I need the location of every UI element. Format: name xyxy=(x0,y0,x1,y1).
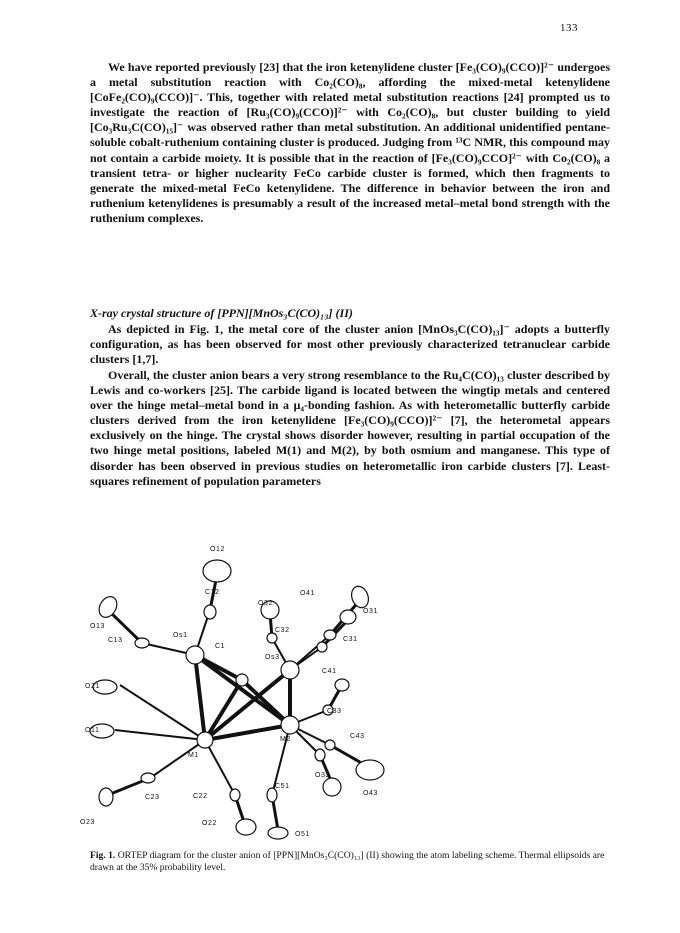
section-title: X-ray crystal structure of [PPN][MnOs₃C(CO)₁₃] (II) xyxy=(90,306,353,320)
caption-text: ORTEP diagram for the cluster anion of [PPN][MnOs₃C(CO)₁₃] (II) showing the atom labeling scheme. Thermal ellipsoids are drawn at the 35% probability level. xyxy=(90,850,605,873)
atom-label: C32 xyxy=(275,627,290,634)
atom-label: Os3 xyxy=(265,654,280,661)
atom-label: O43 xyxy=(363,790,379,797)
atom-label: C33 xyxy=(327,708,342,715)
page-number: 133 xyxy=(560,22,578,34)
atom-label: C1 xyxy=(215,643,226,650)
atom-label: O31 xyxy=(363,608,379,615)
atom-label: O11 xyxy=(85,727,100,734)
atom-label: O23 xyxy=(80,819,96,826)
body-paragraph-3: Overall, the cluster anion bears a very strong resemblance to the Ru₄C(CO)₁₃ cluster described by Lewis and co-workers [25]. The carbide ligand is located between the wingtip metals and centered over the hinge metal–metal bond in a μ₄-bonding fashion. As with heterometallic butterfly carbide clusters derived from the iron ketenylidene [Fe₃(CO)₉(CCO)]²⁻ [7], the heterometal appears exclusively on the hinge. The crystal shows disorder however, resulting in partial occupation of the two hinge metal positions, labeled M(1) and M(2), by both osmium and manganese. This type of disorder has been observed in previous studies on heterometallic iron carbide clusters [7]. Least-squares refinement of population parameters xyxy=(90,368,610,488)
atom-label: C41 xyxy=(322,668,337,675)
atom-label: O21 xyxy=(85,683,101,690)
body-paragraph-1: We have reported previously [23] that the iron ketenylidene cluster [Fe₃(CO)₉(CCO)]²⁻ undergoes a metal substitution reaction with Co₂(CO)₈, affording the mixed-metal ketenylidene [CoFe₂(CO)₉(CCO)]⁻. This, together with related metal substitution reactions [24] prompted us to investigate the reaction of [Ru₃(CO)₉(CCO)]²⁻ with Co₂(CO)₈, but cluster building to yield [Co₃Ru₃C(CO)₁₅]⁻ was observed rather than metal substitution. An additional unidentified pentane-soluble cobalt-ruthenium containing cluster is produced. Judging from ¹³C NMR, this compound may not contain a carbide moiety. It is possible that in the reaction of [Fe₃(CO)₉CCO]²⁻ with Co₂(CO)₈ a transient tetra- or higher nuclearity FeCo carbide cluster is formed, which then fragments to generate the mixed-metal FeCo ketenylidene. The difference in behavior between the iron and ruthenium ketenylidenes is presumably a result of the increased metal–metal bond strength with the ruthenium complexes. xyxy=(90,60,610,225)
atom-label: O51 xyxy=(295,831,311,838)
atom-label: C13 xyxy=(108,637,123,644)
atom-label: C51 xyxy=(275,783,290,790)
atom-label: C23 xyxy=(145,794,160,801)
ortep-figure xyxy=(60,545,620,845)
atom-label: C43 xyxy=(350,733,365,740)
atom-label: O22 xyxy=(202,820,218,827)
atom-label: C31 xyxy=(343,636,358,643)
atom-label: O33 xyxy=(315,772,331,779)
atom-label: C22 xyxy=(193,793,208,800)
atom-label: O13 xyxy=(90,623,106,630)
caption-label: Fig. 1. xyxy=(90,850,116,861)
atom-label: O12 xyxy=(210,546,226,553)
atom-label: C12 xyxy=(205,589,220,596)
atom-label: O41 xyxy=(300,590,316,597)
body-paragraph-2: As depicted in Fig. 1, the metal core of the cluster anion [MnOs₃C(CO)₁₃]⁻ adopts a butterfly configuration, as has been observed for most other previously characterized tetranuclear carbide clusters [1,7]. xyxy=(90,322,610,367)
atom-label: M1 xyxy=(188,752,199,759)
atom-label: O32 xyxy=(258,600,274,607)
ortep-diagram xyxy=(60,545,620,845)
figure-caption xyxy=(90,850,610,874)
atom-label: Os1 xyxy=(173,632,188,639)
atom-label: M2 xyxy=(280,736,291,743)
